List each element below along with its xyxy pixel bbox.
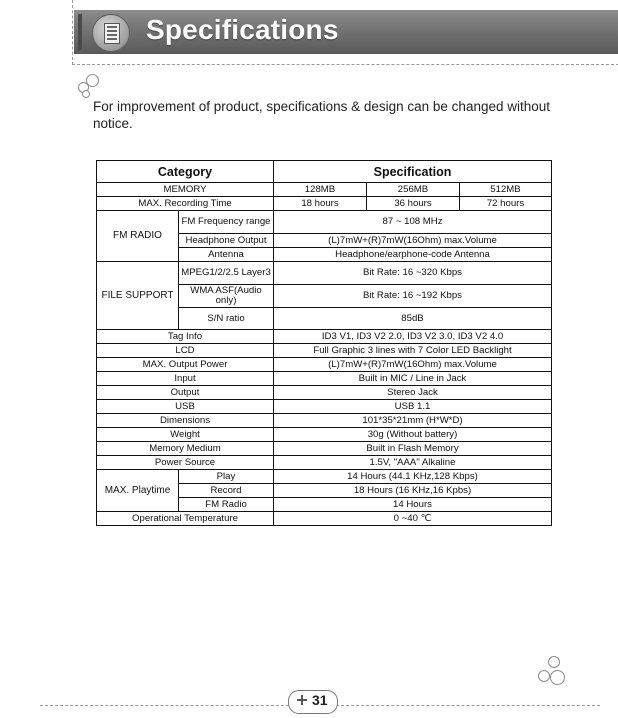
cell-value: 18 hours [274,197,367,211]
bubbles-icon [538,656,564,686]
row-label: Input [97,372,274,386]
row-label: WMA ASF(Audio only) [179,285,274,308]
table-row [97,512,552,526]
cell-value: 18 Hours (16 KHz,16 Kpbs) [274,484,552,498]
row-label: Dimensions [97,414,274,428]
table-row [97,344,552,358]
row-label: LCD [97,344,274,358]
table-header-row [97,161,552,183]
cell-value: Built in Flash Memory [274,442,552,456]
header-tab-marker [78,14,82,50]
cell-value: 30g (Without battery) [274,428,552,442]
cell-value: 256MB [367,183,460,197]
cell-value: Bit Rate: 16 ~192 Kbps [274,285,552,308]
cell-value: 72 hours [460,197,552,211]
column-header: Category [97,161,274,183]
row-label: Antenna [179,248,274,262]
group-label: FM RADIO [97,211,179,262]
cell-value: Built in MIC / Line in Jack [274,372,552,386]
plus-icon [297,695,307,705]
table-row [97,197,552,211]
table-row [97,183,552,197]
table-row [97,372,552,386]
cell-value: 0 ~40 ℃ [274,512,552,526]
row-label: Power Source [97,456,274,470]
row-label: Headphone Output [179,234,274,248]
row-label: Memory Medium [97,442,274,456]
row-label: USB [97,400,274,414]
table-row [97,442,552,456]
row-label: S/N ratio [179,308,274,330]
cell-value: 14 Hours [274,498,552,512]
table-row [97,428,552,442]
cell-value: 101*35*21mm (H*W*D) [274,414,552,428]
disclaimer-note: For improvement of product, specifications & design can be changed without notice. [93,99,551,131]
cell-value: (L)7mW+(R)7mW(16Ohm) max.Volume [274,234,552,248]
row-label: Record [179,484,274,498]
cell-value: (L)7mW+(R)7mW(16Ohm) max.Volume [274,358,552,372]
row-label: Play [179,470,274,484]
page-title: Specifications [146,14,339,45]
table-row [97,456,552,470]
row-label: FM Radio [179,498,274,512]
cell-value: USB 1.1 [274,400,552,414]
row-label: MPEG1/2/2.5 Layer3 [179,262,274,285]
table-row [97,414,552,428]
group-label: FILE SUPPORT [97,262,179,330]
table-row [97,470,552,484]
row-label: Output [97,386,274,400]
column-header: Specification [274,161,552,183]
table-row [97,262,552,285]
cell-value: 36 hours [367,197,460,211]
row-label: Operational Temperature [97,512,274,526]
cell-value: Bit Rate: 16 ~320 Kbps [274,262,552,285]
spec-table [96,160,552,526]
row-label: MAX. Recording Time [97,197,274,211]
cell-value: 512MB [460,183,552,197]
document-icon [92,14,130,52]
row-label: FM Frequency range [179,211,274,234]
row-label: MAX. Output Power [97,358,274,372]
row-label: Tag Info [97,330,274,344]
table-row [97,386,552,400]
cell-value: 87 ~ 108 MHz [274,211,552,234]
page-number: 31 [312,692,328,708]
cell-value: 14 Hours (44.1 KHz,128 Kbps) [274,470,552,484]
table-row [97,400,552,414]
cell-value: 85dB [274,308,552,330]
cell-value: Stereo Jack [274,386,552,400]
cell-value: Full Graphic 3 lines with 7 Color LED Backlight [274,344,552,358]
cell-value: Headphone/earphone-code Antenna [274,248,552,262]
table-row [97,211,552,234]
cell-value: ID3 V1, ID3 V2 2.0, ID3 V2 3.0, ID3 V2 4.0 [274,330,552,344]
cell-value: 128MB [274,183,367,197]
row-label: MEMORY [97,183,274,197]
row-label: Weight [97,428,274,442]
group-label: MAX. Playtime [97,470,179,512]
table-row [97,358,552,372]
table-row [97,330,552,344]
bubbles-icon [78,74,100,98]
cell-value: 1.5V, "AAA" Alkaline [274,456,552,470]
